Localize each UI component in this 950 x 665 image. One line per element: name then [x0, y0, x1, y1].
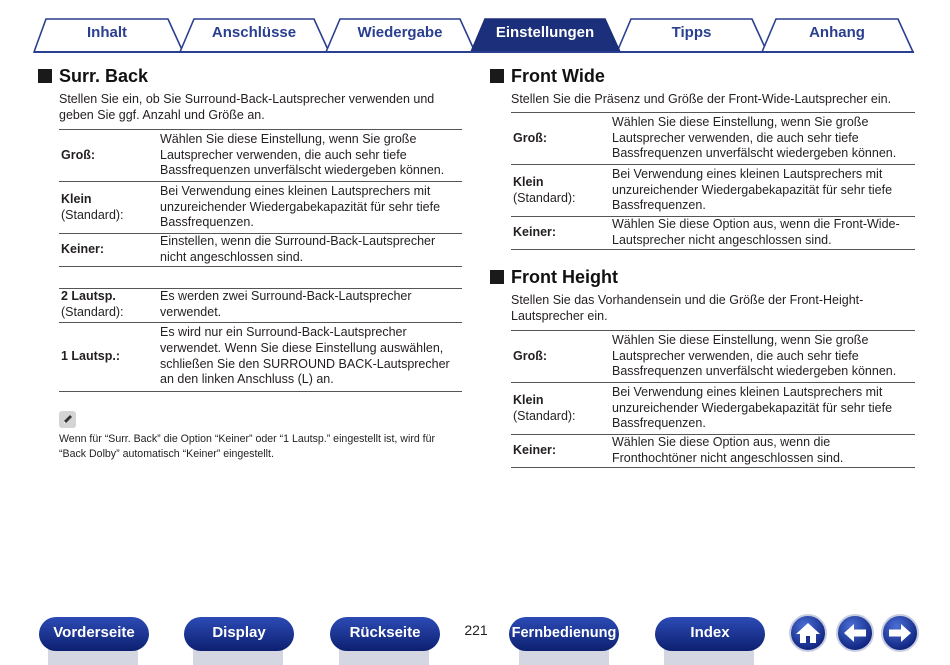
front-height-heading: [490, 265, 915, 289]
table-row: [511, 435, 915, 468]
surr-back-count-table: [59, 289, 462, 392]
front-wide-heading: [490, 64, 915, 88]
option-key: Groß:: [513, 130, 548, 145]
option-key: Keiner:: [513, 225, 557, 240]
table-row: [59, 130, 462, 182]
front-wide-description: Stellen Sie die Präsenz und Größe der Front-Wide-Lautsprecher ein.: [511, 92, 892, 106]
option-key: Klein (Standard):: [61, 191, 124, 222]
option-value: Wählen Sie diese Option aus, wenn die Front-Wide-Lautsprecher nicht angeschlossen sind.: [612, 217, 900, 247]
tab-einstellungen[interactable]: Einstellungen: [495, 24, 595, 41]
arrow-right-icon: [883, 616, 917, 650]
table-row: [511, 113, 915, 165]
table-row: [59, 182, 462, 234]
table-spacer: [59, 267, 462, 289]
arrow-left-icon: [838, 616, 872, 650]
home-icon: [791, 616, 825, 650]
option-value: Bei Verwendung eines kleinen Lautsprechers mit unzureichender Wiedergabekapazität für sehr tiefe Bassfrequenzen.: [612, 384, 893, 431]
table-row: [59, 234, 462, 267]
table-row: [59, 289, 462, 322]
surr-back-title: Surr. Back: [59, 65, 149, 86]
table-row: [511, 331, 915, 383]
tab-wiedergabe[interactable]: Wiedergabe: [357, 24, 443, 41]
display-button[interactable]: Display: [184, 617, 294, 651]
option-key: Groß:: [513, 348, 548, 363]
index-button[interactable]: Index: [655, 617, 765, 651]
front-height-title: Front Height: [511, 266, 618, 287]
table-row: [59, 322, 462, 391]
tab-anschluesse[interactable]: Anschlüsse: [211, 24, 297, 41]
table-row: [511, 217, 915, 250]
option-key: Keiner:: [513, 443, 557, 458]
option-key: 2 Lautsp. (Standard):: [61, 289, 124, 320]
pencil-note-icon: [59, 411, 76, 428]
option-value: Es wird nur ein Surround-Back-Lautsprecher verwendet. Wenn Sie diese Einstellung auswählen, schließen Sie den SURROUND BACK-Lautsprecher an den linken Anschluss (L) an.: [160, 324, 450, 387]
vorderseite-button[interactable]: Vorderseite: [39, 617, 149, 651]
back-button[interactable]: [836, 614, 874, 652]
option-value: Wählen Sie diese Option aus, wenn die Fronthochtöner nicht angeschlossen sind.: [612, 435, 844, 465]
option-key: Klein (Standard):: [513, 392, 576, 423]
tab-bar: [0, 0, 950, 56]
tab-inhalt[interactable]: Inhalt: [87, 24, 127, 41]
option-value: Bei Verwendung eines kleinen Lautsprechers mit unzureichender Wiedergabekapazität für sehr tiefe Bassfrequenzen.: [612, 166, 893, 213]
page-number: 221: [464, 622, 488, 638]
heading-square-icon: [490, 69, 504, 83]
surr-back-size-table: [59, 129, 462, 289]
table-row: [511, 165, 915, 217]
surr-back-description: Stellen Sie ein, ob Sie Surround-Back-Lautsprecher verwenden und geben Sie ggf. Anzahl und Größe an.: [59, 92, 435, 122]
heading-square-icon: [38, 69, 52, 83]
option-value: Wählen Sie diese Einstellung, wenn Sie große Lautsprecher verwenden, die auch sehr tiefe Bassfrequenzen unverfälscht wiedergeben können.: [612, 332, 897, 379]
note-text: Wenn für “Surr. Back” die Option “Keiner” oder “1 Lautsp.” eingestellt ist, wird für “Back Dolby” automatisch “Keiner” eingestellt.: [59, 433, 436, 460]
fernbedienung-button[interactable]: Fernbedienung: [509, 617, 619, 651]
tab-anhang[interactable]: Anhang: [809, 24, 865, 41]
front-height-description: Stellen Sie das Vorhandensein und die Größe der Front-Height-Lautsprecher ein.: [511, 293, 864, 323]
front-wide-table: [511, 112, 915, 250]
surr-back-heading: [38, 64, 462, 88]
home-button[interactable]: [789, 614, 827, 652]
option-value: Wählen Sie diese Einstellung, wenn Sie große Lautsprecher verwenden, die auch sehr tiefe Bassfrequenzen unverfälscht wiedergeben können.: [160, 131, 445, 178]
option-value: Bei Verwendung eines kleinen Lautsprechers mit unzureichender Wiedergabekapazität für sehr tiefe Bassfrequenzen.: [160, 183, 441, 230]
front-height-table: [511, 330, 915, 468]
option-value: Einstellen, wenn die Surround-Back-Lautsprecher nicht angeschlossen sind.: [160, 234, 436, 264]
option-key: Groß:: [61, 147, 96, 162]
left-column: [38, 64, 462, 392]
option-value: Wählen Sie diese Einstellung, wenn Sie große Lautsprecher verwenden, die auch sehr tiefe Bassfrequenzen unverfälscht wiedergeben können.: [612, 114, 897, 161]
option-key: Keiner:: [61, 242, 105, 257]
heading-square-icon: [490, 270, 504, 284]
table-row: [511, 383, 915, 435]
option-key: Klein (Standard):: [513, 174, 576, 205]
rueckseite-button[interactable]: Rückseite: [330, 617, 440, 651]
front-wide-title: Front Wide: [511, 65, 605, 86]
forward-button[interactable]: [881, 614, 919, 652]
option-key: 1 Lautsp.:: [61, 348, 121, 363]
option-value: Es werden zwei Surround-Back-Lautsprecher verwendet.: [160, 289, 412, 320]
right-column: [490, 64, 915, 468]
tab-tipps[interactable]: Tipps: [671, 24, 712, 41]
